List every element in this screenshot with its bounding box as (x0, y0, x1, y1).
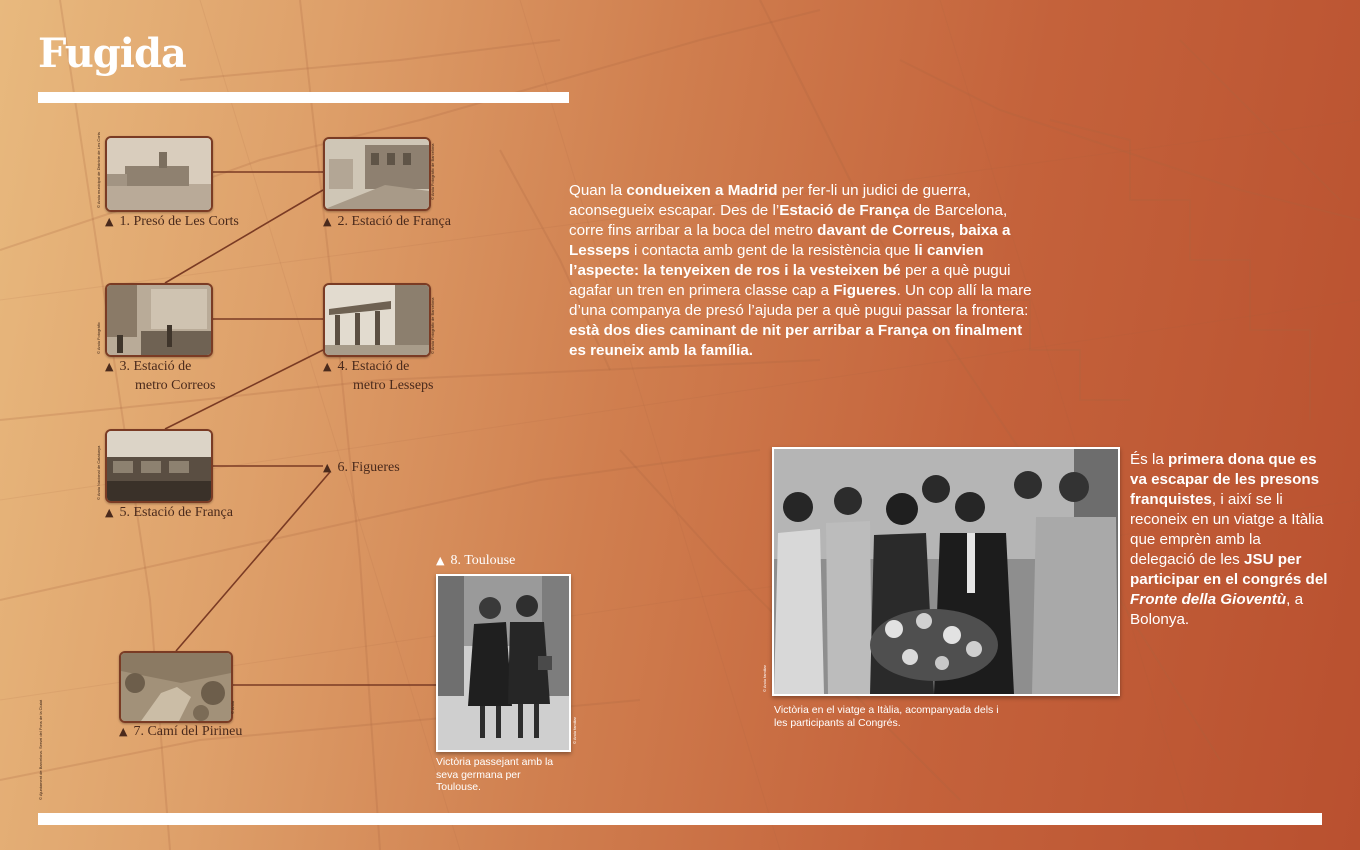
stop-label-3: ▲ 3. Estació de metro Correos (105, 359, 216, 393)
page-title: Fugida (38, 30, 186, 77)
text-segment: Estació de França (779, 202, 910, 219)
photo-cami-pirineu (119, 651, 233, 723)
text-segment: És la (1130, 451, 1168, 468)
text-segment: primera dona que es va escapar de les presons franquistes (1130, 451, 1320, 508)
triangle-up-icon: ▲ (105, 360, 114, 373)
triangle-up-icon: ▲ (105, 506, 114, 519)
photo-toulouse (436, 574, 571, 752)
text-segment: davant de Correus, baixa a Lesseps (569, 222, 1011, 259)
stop-label-4: ▲ 4. Estació de metro Lesseps (323, 359, 434, 393)
text-segment: i contacta amb gent de la resistència que (629, 242, 915, 259)
credit-toulouse: © Arxiu familiar (572, 717, 577, 744)
stop-label-7: ▲ 7. Camí del Pirineu (119, 724, 243, 739)
stop-label-1: ▲ 1. Presó de Les Corts (105, 214, 239, 229)
triangle-up-icon: ▲ (323, 461, 332, 474)
text-segment: Figueres (833, 282, 897, 299)
photo-estacio-franca (323, 137, 431, 211)
credit-stop-2: © Arxiu Fotogràfic de Barcelona (430, 143, 435, 200)
page-side-credit: © Ajuntament de Barcelona. Servei del Fons de la Ciutat (38, 699, 43, 800)
photo-estacio-franca-2 (105, 429, 213, 503)
triangle-up-icon: ▲ (323, 360, 332, 373)
side-paragraph (1130, 450, 1330, 630)
photo-metro-correos (105, 283, 213, 357)
credit-italia: © Arxiu familiar (762, 665, 767, 692)
credit-stop-3: © Arxiu Fotogràfic (96, 322, 101, 354)
text-segment: condueixen a Madrid (626, 182, 778, 199)
text-segment: per a què pugui agafar un tren en primera classe cap a (569, 262, 1011, 299)
triangle-up-icon: ▲ (436, 554, 445, 567)
text-segment: Fronte della Gioventù (1130, 591, 1287, 608)
caption-italia: Victòria en el viatge a Itàlia, acompanyada dels i les participants al Congrés. (774, 704, 999, 729)
photo-preso-les-corts (105, 136, 213, 212)
text-segment: , a Bolonya. (1130, 591, 1304, 628)
caption-toulouse: Victòria passejant amb la seva germana per Toulouse. (436, 756, 554, 793)
photo-italia (772, 447, 1120, 696)
main-paragraph (569, 181, 1039, 361)
photo-metro-lesseps (323, 283, 431, 357)
text-segment: li canvien l’aspecte: la tenyeixen de ros i la vesteixen bé (569, 242, 984, 279)
stop-label-2: ▲ 2. Estació de França (323, 214, 451, 229)
credit-stop-7: © Arxiu (230, 701, 235, 714)
stop-label-8: ▲ 8. Toulouse (436, 553, 516, 568)
triangle-up-icon: ▲ (119, 725, 128, 738)
text-segment: de Barcelona, corre fins arribar a la boca del metro (569, 202, 1008, 239)
text-segment: Quan la (569, 182, 627, 199)
credit-stop-4: © Arxiu Fotogràfic de Barcelona (430, 297, 435, 354)
text-segment: . Un cop allí la mare d’una companya de presó l’ajuda per a què pugui passar la frontera: (569, 282, 1032, 319)
triangle-up-icon: ▲ (323, 215, 332, 228)
triangle-up-icon: ▲ (105, 215, 114, 228)
credit-stop-1: © Arxiu municipal de Districte de Les Corts (96, 132, 101, 208)
stop-label-6: ▲ 6. Figueres (323, 460, 400, 475)
stop-label-5: ▲ 5. Estació de França (105, 505, 233, 520)
text-segment: per fer-li un judici de guerra, aconsegueix escapar. Des de l’ (569, 182, 971, 219)
text-segment: està dos dies caminant de nit per arribar a França on finalment es reuneix amb la família. (569, 322, 1023, 359)
credit-stop-5: © Arxiu Nacional de Catalunya (96, 445, 101, 500)
bottom-rule (38, 813, 1322, 825)
text-segment: JSU per participar en el congrés del (1130, 551, 1328, 588)
text-segment: , i així se li reconeix en un viatge a Itàlia que emprèn amb la delegació de les (1130, 491, 1324, 568)
